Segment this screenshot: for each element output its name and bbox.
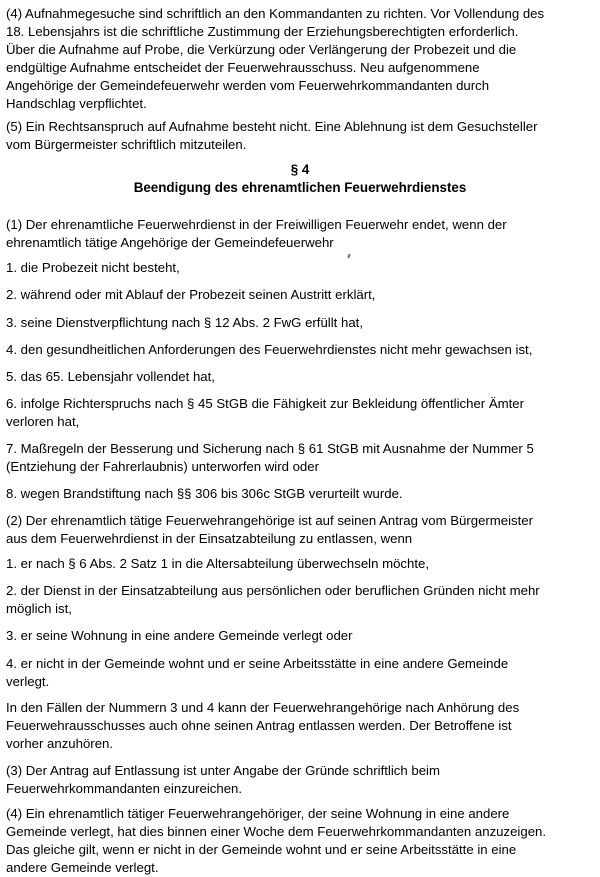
list-item-2-1 bbox=[6, 555, 594, 573]
text-line: 1. er nach § 6 Abs. 2 Satz 1 in die Altersabteilung überwechseln möchte, bbox=[6, 556, 429, 571]
subsection-3-dismissal-request bbox=[6, 762, 594, 798]
list-item-1-7 bbox=[6, 440, 594, 476]
text-line: ehrenamtlich tätige Angehörige der Gemeindefeuerwehr bbox=[6, 235, 334, 250]
subsection-2-closing bbox=[6, 699, 594, 753]
subsection-2-intro bbox=[6, 512, 594, 548]
list-item-1-5 bbox=[6, 368, 594, 386]
list-item-2-4 bbox=[6, 655, 594, 691]
section-title: Beendigung des ehrenamtlichen Feuerwehrdienstes bbox=[133, 180, 467, 195]
list-item-2-2 bbox=[6, 582, 594, 618]
text-line: 6. infolge Richterspruchs nach § 45 StGB die Fähigkeit zur Bekleidung öffentlicher Ämter bbox=[6, 396, 525, 411]
subsection-1-intro bbox=[6, 216, 594, 252]
text-line: 4. er nicht in der Gemeinde wohnt und er seine Arbeitsstätte in eine andere Gemeinde bbox=[6, 656, 509, 671]
text-line: 7. Maßregeln der Besserung und Sicherung nach § 61 StGB mit Ausnahme der Nummer 5 bbox=[6, 441, 534, 456]
text-line: Handschlag verpflichtet. bbox=[6, 96, 147, 111]
list-item-1-6 bbox=[6, 395, 594, 431]
text-line: 3. er seine Wohnung in eine andere Gemeinde verlegt oder bbox=[6, 628, 353, 643]
text-line: andere Gemeinde verlegt. bbox=[6, 860, 159, 875]
paragraph-5-no-legal-claim bbox=[6, 118, 594, 154]
list-item-1-4 bbox=[6, 341, 594, 359]
text-line: Gemeinde verlegt, hat dies binnen einer Woche dem Feuerwehrkommandanten anzuzeigen. bbox=[6, 824, 547, 839]
text-line: Feuerwehrkommandanten einzureichen. bbox=[6, 781, 243, 796]
scan-speck bbox=[347, 254, 351, 258]
text-line: endgültige Aufnahme entscheidet der Feuerwehrausschuss. Neu aufgenommene bbox=[6, 60, 480, 75]
text-line: verlegt. bbox=[6, 674, 50, 689]
paragraph-4-admission-requests bbox=[6, 5, 594, 113]
text-line: (3) Der Antrag auf Entlassung ist unter Angabe der Gründe schriftlich beim bbox=[6, 763, 440, 778]
text-line: 8. wegen Brandstiftung nach §§ 306 bis 306c StGB verurteilt wurde. bbox=[6, 486, 403, 501]
text-line: 5. das 65. Lebensjahr vollendet hat, bbox=[6, 369, 215, 384]
text-line: vorher anzuhören. bbox=[6, 736, 114, 751]
text-line: (4) Ein ehrenamtlich tätiger Feuerwehrangehöriger, der seine Wohnung in eine andere bbox=[6, 806, 510, 821]
text-line: (4) Aufnahmegesuche sind schriftlich an den Kommandanten zu richten. Vor Vollendung des bbox=[6, 6, 545, 21]
text-line: Feuerwehrausschusses auch ohne seinen Antrag entlassen werden. Der Betroffene ist bbox=[6, 718, 512, 733]
list-item-1-3 bbox=[6, 314, 594, 332]
text-line: Über die Aufnahme auf Probe, die Verkürzung oder Verlängerung der Probezeit und die bbox=[6, 42, 517, 57]
text-line: (5) Ein Rechtsanspruch auf Aufnahme besteht nicht. Eine Ablehnung ist dem Gesuchsteller bbox=[6, 119, 538, 134]
text-line: (2) Der ehrenamtlich tätige Feuerwehrangehörige ist auf seinen Antrag vom Bürgermeister bbox=[6, 513, 534, 528]
list-item-1-2 bbox=[6, 286, 594, 304]
list-item-1-1 bbox=[6, 259, 594, 277]
text-line: Angehörige der Gemeindefeuerwehr werden vom Feuerwehrkommandanten durch bbox=[6, 78, 490, 93]
text-line: In den Fällen der Nummern 3 und 4 kann der Feuerwehrangehörige nach Anhörung des bbox=[6, 700, 520, 715]
text-line: (Entziehung der Fahrerlaubnis) unterworfen wird oder bbox=[6, 459, 319, 474]
text-line: vom Bürgermeister schriftlich mitzuteilen. bbox=[6, 137, 247, 152]
text-line: aus dem Feuerwehrdienst in der Einsatzabteilung zu entlassen, wenn bbox=[6, 531, 413, 546]
text-line: Das gleiche gilt, wenn er nicht in der Gemeinde wohnt und er seine Arbeitsstätte in eine bbox=[6, 842, 517, 857]
text-line: 18. Lebensjahrs ist die schriftliche Zustimmung der Erziehungsberechtigten erforderlich. bbox=[6, 24, 519, 39]
list-item-2-3 bbox=[6, 627, 594, 645]
text-line: 1. die Probezeit nicht besteht, bbox=[6, 260, 180, 275]
text-line: 3. seine Dienstverpflichtung nach § 12 Abs. 2 FwG erfüllt hat, bbox=[6, 315, 363, 330]
subsection-4-relocation-notice bbox=[6, 805, 594, 877]
text-line: verloren hat, bbox=[6, 414, 80, 429]
text-line: (1) Der ehrenamtliche Feuerwehrdienst in der Freiwilligen Feuerwehr endet, wenn der bbox=[6, 217, 507, 232]
text-line: 2. während oder mit Ablauf der Probezeit seinen Austritt erklärt, bbox=[6, 287, 376, 302]
text-line: möglich ist, bbox=[6, 601, 72, 616]
list-item-1-8 bbox=[6, 485, 594, 503]
text-line: 2. der Dienst in der Einsatzabteilung aus persönlichen oder beruflichen Gründen nicht mehr bbox=[6, 583, 540, 598]
section-number: § 4 bbox=[290, 162, 310, 177]
text-line: 4. den gesundheitlichen Anforderungen des Feuerwehrdienstes nicht mehr gewachsen ist, bbox=[6, 342, 533, 357]
